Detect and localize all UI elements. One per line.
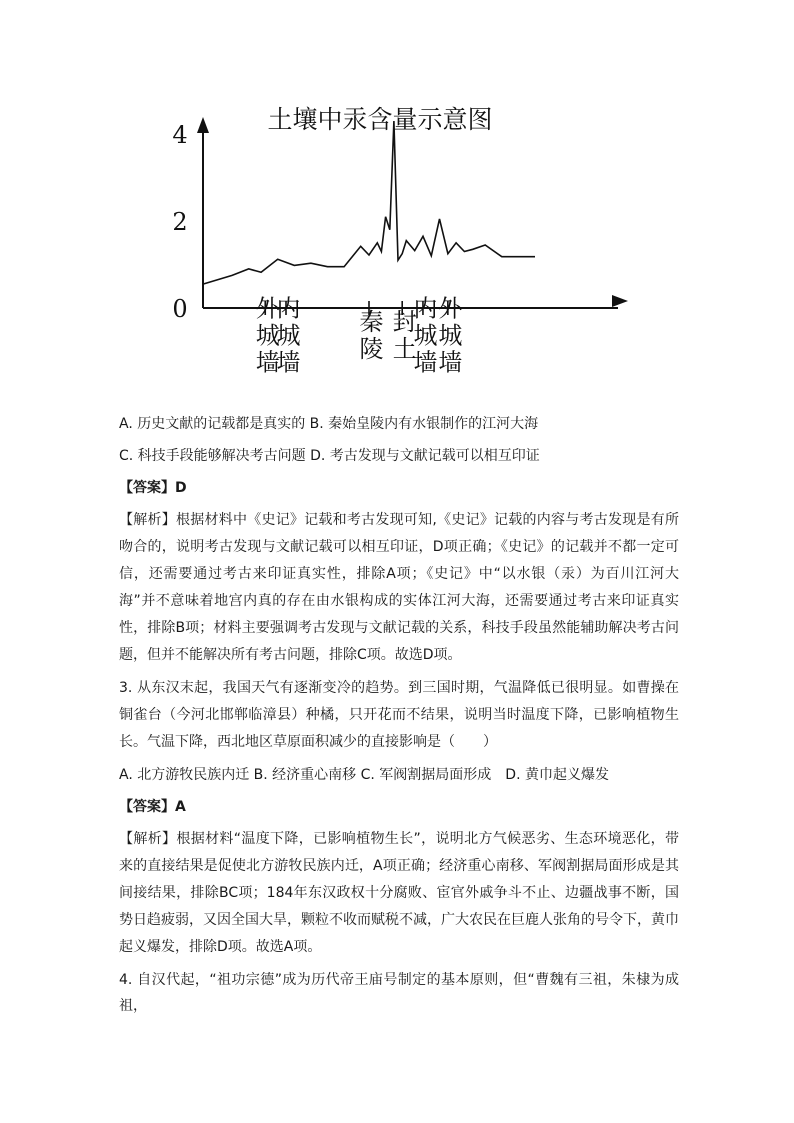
question-3: 3. 从东汉末起，我国天气有逐渐变冷的趋势。到三国时期，气温降低已很明显。如曹操在铜雀台（今河北邯郸临漳县）种橘，只开花而不结果，说明当时温度下降，已影响植物生长。气温下降，西北地区草原面积减少的直接影响是（ ） (119, 680, 679, 750)
analysis-3: 【解析】根据材料“温度下降，已影响植物生长”，说明北方气候恶劣、生态环境恶化，带来的直接结果是促使北方游牧民族内迁，A项正确；经济重心南移、军阀割据局面形成是其间接结果，排除BC项；184年东汉政权十分腐败、宦官外戚争斗不止、边疆战事不断，国势日趋疲弱，又因全国大旱，颗粒不收而赋税不减，广大农民在巨鹿人张角的号令下，黄巾起义爆发，排除D项。故选A项。 (119, 831, 679, 955)
chart-title: 土壤中汞含量示意图 (267, 105, 493, 134)
y-tick-label: 4 (172, 121, 188, 150)
x-marker-label: 内城墙 (272, 295, 300, 377)
x-marker-label: 秦陵 (355, 309, 383, 363)
document-body (119, 411, 679, 1019)
series-line (203, 121, 535, 284)
y-tick-labels (172, 121, 187, 323)
question-4: 4. 自汉代起，“祖功宗德”成为历代帝王庙号制定的基本原则，但“曹魏有三祖，朱棣为成祖， (119, 972, 679, 1014)
x-marker-label: 外城墙 (251, 295, 280, 377)
answer-2: 【答案】D (119, 480, 187, 496)
analysis-2: 【解析】根据材料中《史记》记载和考古发现可知,《史记》记载的内容与考古发现是有所吻合的，说明考古发现与文献记载可以相互印证，D项正确；《史记》的记载并不都一定可信，还需要通过考古来印证真实性，排除A项；《史记》中“以水银（汞）为百川江河大海”并不意味着地宫内真的存在由水银构成的实体江河大海，还需要通过考古来印证真实性，排除B项；材料主要强调考古发现与文献记载的关系，科技手段虽然能辅助解决考古问题，但并不能解决所有考古问题，排除C项。故选D项。 (119, 512, 679, 663)
x-marker-label: 外城墙 (433, 295, 462, 377)
y-tick-label: 0 (172, 295, 188, 323)
options-q3: A. 北方游牧民族内迁 B. 经济重心南移 C. 军阀割据局面形成 D. 黄巾起义爆发 (119, 767, 609, 783)
x-marker-label: 封土 (388, 309, 417, 363)
y-tick-label: 2 (172, 208, 188, 237)
x-marker-label: 内城墙 (408, 295, 437, 377)
options-a-b: A. 历史文献的记载都是真实的 B. 秦始皇陵内有水银制作的江河大海 (119, 416, 539, 432)
y-axis-arrow (197, 117, 209, 133)
x-axis-arrow (612, 295, 628, 307)
mercury-chart (160, 95, 640, 400)
options-c-d: C. 科技手段能够解决考古问题 D. 考古发现与文献记载可以相互印证 (119, 448, 540, 464)
answer-3: 【答案】A (119, 799, 186, 815)
